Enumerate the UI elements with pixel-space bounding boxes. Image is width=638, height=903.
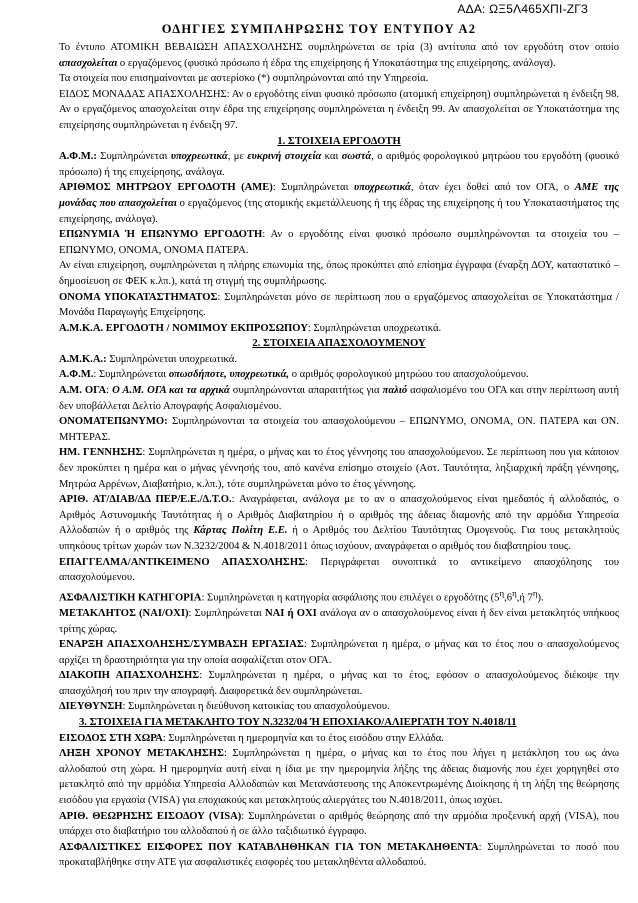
text: : Συμπληρώνεται η ημέρα, ο μήνας και το έτος, εφόσον ο απασχολούμενος διέκοψε την απασχόλησή του πριν την απογραφή. Διαφορετικά δεν συμπληρώνεται.	[59, 670, 619, 697]
text: : Αν ο εργοδότης είναι φυσικό πρόσωπο (ατομική επιχείρηση) συμπληρώνεται η ένδειξη 98. Αν ο εργαζόμενος απασχολείται στην έδρα της επιχείρησης συμπληρώνεται η ένδειξη 99. Αν απασχολείται σε Υποκατάστημα της επιχείρησης συμπληρώνεται η ένδειξη 97.	[59, 88, 620, 131]
text: υποχρεωτικά	[353, 182, 411, 194]
text: , όταν έχει δοθεί από τον ΟΓΑ, ο	[410, 182, 575, 194]
label: Α.Φ.Μ.:	[59, 151, 97, 163]
label: ΕΝΑΡΞΗ ΑΠΑΣΧΟΛΗΣΗΣ/ΣΥΜΒΑΣΗ ΕΡΓΑΣΙΑΣ	[59, 639, 304, 651]
text: Κάρτας Πολίτη Ε.Ε.	[193, 525, 288, 537]
label: ΟΝΟΜΑΤΕΠΩΝΥΜΟ:	[59, 416, 168, 428]
intro-paragraph	[59, 40, 619, 71]
document-body	[59, 40, 619, 871]
employee-amka	[59, 352, 619, 368]
text: ή ο Αριθμός του Δελτίου Ταυτότητας Ομογενούς. Για τους μετακλητούς υπηκόους τρίτων χωρών των Ν.3232/2004 & Ν.4018/2011 όπως ισχύουν, αναγράφεται ο αριθμός του διαβατηρίου τους.	[59, 525, 619, 552]
text: :	[106, 385, 113, 397]
text: και	[321, 151, 342, 163]
asterisk-note: Τα στοιχεία που επισημαίνονται με αστερίσκο (*) συμπληρώνονται από την Υπηρεσία.	[59, 73, 429, 85]
text: : Συμπληρώνεται η ημέρα, ο μήνας και το έτος γέννησης του απασχολούμενου. Σε περίπτωση που για κάποιον δεν προκύπτει η ημέρα και ο μήνας γέννησής του, από κανένα επίσημο στοιχείο (Αστ. Ταυτότητα, ληξιαρχική πράξη γέννησης, Μητρώα Αρρένων, Διαβατήριο, κ.λπ.), τότε συμπληρώνεται μόνο το έτος γέννησης.	[59, 447, 619, 490]
text: Το έντυπο ΑΤΟΜΙΚΗ ΒΕΒΑΙΩΣΗ ΑΠΑΣΧΟΛΗΣΗΣ συμπληρώνεται σε τρία (3) αντίτυπα από τον εργοδότη στον οποίο	[59, 42, 619, 53]
label: Α.Μ.Κ.Α.:	[59, 353, 107, 365]
section-3-title: 3. ΣΤΟΙΧΕΙΑ ΓΙΑ ΜΕΤΑΚΛΗΤΟ ΤΟΥ Ν.3232/04 Ή ΕΠΟΧΙΑΚΟ/ΑΛΙΕΡΓΑΤΗ ΤΟΥ Ν.4018/11	[79, 717, 517, 729]
label: ΑΡΙΘΜΟΣ ΜΗΤΡΩΟΥ ΕΡΓΟΔΟΤΗ (ΑΜΕ)	[59, 182, 273, 194]
text: : Αναγράφεται, ανάλογα με το αν ο απασχολούμενος είναι ημεδαπός ή αλλοδαπός, ο Αριθμός Αστυνομικής Ταυτότητας ή ο Αριθμός Διαβατηρίου ή ο αριθμός της άδειας διαμονής από την αρμόδια Υπηρεσία Αλλοδαπών ή ο αριθμός της	[59, 494, 620, 537]
text: απασχολείται	[59, 57, 118, 69]
employee-id-number	[59, 492, 619, 554]
text: : Συμπληρώνεται	[93, 369, 169, 381]
sup: η	[512, 587, 517, 598]
label: Α.Φ.Μ.	[59, 369, 94, 381]
text: : Συμπληρώνεται	[272, 182, 354, 194]
employer-amka	[59, 321, 619, 337]
text: ασφαλισμένο του ΟΓΑ και στην περίπτωση αυτή δεν υποβάλλεται Δελτίο Απογραφής Ασφαλισμένου.	[59, 385, 620, 412]
text: Συμπληρώνεται υποχρεωτικά.	[106, 353, 237, 365]
text: ΝΑΙ ή ΟΧΙ	[264, 607, 317, 619]
country-entry	[59, 731, 619, 747]
sup: η	[499, 587, 505, 598]
label: ΑΣΦΑΛΙΣΤΙΚΗ ΚΑΤΗΓΟΡΙΑ	[59, 592, 202, 604]
label: ΕΙΣΟΔΟΣ ΣΤΗ ΧΩΡΑ	[59, 732, 163, 744]
label: ΔΙΕΥΘΥΝΣΗ	[59, 701, 123, 713]
insurance-category	[59, 586, 619, 606]
employer-afm	[59, 149, 619, 180]
text: : Συμπληρώνεται η ημέρα, ο μήνας και το έτος που ο απασχολούμενος αρχίζει τη δραστηριότητα για την οποία ασφαλίζεται στον ΟΓΑ.	[59, 639, 619, 666]
text: υποχρεωτικά	[170, 151, 228, 163]
text: Συμπληρώνεται	[96, 151, 171, 163]
label: ΕΠΩΝΥΜΙΑ Ή ΕΠΩΝΥΜΟ ΕΡΓΟΔΟΤΗ	[59, 229, 263, 241]
text: : Συμπληρώνεται ο αριθμός θεώρησης από την αρμόδια προξενική αρχή (VISA), που υπάρχει στο διαβατήριο του αλλοδαπού ή σε άλλο ταξιδιωτικό έγγραφο.	[59, 810, 619, 838]
section-2-title: 2. ΣΤΟΙΧΕΙΑ ΑΠΑΣΧΟΛΟΥΜΕΝΟΥ	[252, 338, 426, 350]
text: : Συμπληρώνεται η ημέρα, ο μήνας και το έτος που λήγει η μετάκληση του ως άνω αλλοδαπού στη χώρα. Η ημερομηνία αυτή είναι η ίδια με την ημερομηνία λήξης της άδειας διαμονής που έχει χορηγηθεί στο μετακλητό από την αρμόδια Υπηρεσία Αλλοδαπών και Μετανάστευσης της Αποκεντρωμένης Διοίκησης ή τη λήξη της θεώρησης εισόδου για εργασία (VISA) για εποχιακούς και μετακλητούς αλιεργάτες του Ν.4018/2011, όπως ισχύει.	[59, 748, 620, 807]
invited-worker	[59, 606, 619, 637]
text: , ο αριθμός φορολογικού μητρώου του εργοδότη (φυσικό πρόσωπο) ή της επιχείρησης, ανάλογα.	[59, 151, 619, 178]
employee-afm	[59, 367, 619, 383]
text: συμπληρώνονται απαραιτήτως για	[229, 385, 383, 397]
document-title: ΟΔΗΓΙΕΣ ΣΥΜΠΛΗΡΩΣΗΣ ΤΟΥ ΕΝΤΥΠΟΥ Α2	[161, 22, 477, 36]
branch-name	[59, 290, 619, 321]
text: Ο Α.Μ. ΟΓΑ και τα αρχικά	[112, 385, 230, 397]
text: : Αν ο εργοδότης είναι φυσικό πρόσωπο συμπληρώνονται τα στοιχεία του – ΕΠΩΝΥΜΟ, ΟΝΟΜΑ, ΟΝΟΜΑ ΠΑΤΕΡΑ.	[59, 229, 619, 256]
employee-address	[59, 699, 619, 715]
text: ,6	[504, 592, 513, 604]
text: ο εργαζόμενος (φυσικό πρόσωπο ή έδρα της επιχείρησης ή Υποκατάστημα της επιχείρησης, ανάλογα).	[117, 57, 556, 69]
text: : Συμπληρώνεται η διεύθυνση κατοικίας του απασχολούμενου.	[122, 701, 390, 713]
label: ΑΡΙΘ. ΘΕΩΡΗΣΗΣ ΕΙΣΟΔΟΥ (VISA)	[59, 810, 242, 822]
invitation-end	[59, 746, 619, 808]
section-1-title: 1. ΣΤΟΙΧΕΙΑ ΕΡΓΟΔΟΤΗ	[277, 135, 401, 147]
text: ,ή 7	[516, 592, 533, 604]
employee-oga	[59, 383, 619, 414]
label: ΕΠΑΓΓΕΛΜΑ/ΑΝΤΙΚΕΙΜΕΝΟ ΑΠΑΣΧΟΛΗΣΗΣ	[59, 556, 306, 568]
label: ΛΗΞΗ ΧΡΟΝΟΥ ΜΕΤΑΚΛΗΣΗΣ	[59, 748, 224, 760]
text: σωστά	[341, 151, 372, 163]
label: ΕΙΔΟΣ ΜΟΝΑΔΑΣ ΑΠΑΣΧΟΛΗΣΗΣ	[59, 88, 227, 100]
text: ).	[537, 592, 544, 604]
label: ΔΙΑΚΟΠΗ ΑΠΑΣΧΟΛΗΣΗΣ	[59, 670, 200, 682]
label: ΟΝΟΜΑ ΥΠΟΚΑΤΑΣΤΗΜΑΤΟΣ	[59, 291, 218, 303]
text: Συμπληρώνονται τα στοιχεία του απασχολούμενου – ΕΠΩΝΥΜΟ, ΟΝΟΜΑ, ΟΝ. ΠΑΤΕΡΑ και ΟΝ. ΜΗΤΕΡΑΣ.	[59, 416, 619, 443]
employee-birthdate	[59, 445, 619, 492]
label: ΗΜ. ΓΕΝΝΗΣΗΣ	[59, 447, 143, 459]
text: : Συμπληρώνεται	[188, 607, 265, 619]
employee-occupation	[59, 555, 619, 586]
sup: η	[532, 587, 538, 598]
text: παλιό	[382, 385, 408, 397]
label: Α.Μ. ΟΓΑ	[59, 385, 107, 397]
label: ΜΕΤΑΚΛΗΤΟΣ (ΝΑΙ/ΟΧΙ)	[59, 607, 189, 619]
ada-code: ΑΔΑ: ΩΞ5Λ465ΧΠΙ-ΖΓ3	[457, 2, 588, 16]
text: , με	[227, 151, 248, 163]
text: : Συμπληρώνεται η κατηγορία ασφάλισης που επιλέγει ο εργοδότης (5	[201, 592, 500, 604]
employer-name	[59, 227, 619, 258]
text: ΑΜΕ της μονάδας που απασχολείται	[59, 182, 619, 209]
label: ΑΡΙΘ. ΑΤ/ΔΙΑΒ/ΔΔ ΠΕΡ/Ε.Ε./Δ.Τ.Ο.	[59, 494, 232, 506]
employment-start	[59, 637, 619, 668]
text: ο εργαζόμενος (της ατομικής εκμετάλλευσης ή της έδρας της επιχείρησης ή του Υποκαταστήματος της επιχείρησης, ανάλογα).	[59, 197, 619, 225]
employer-ame	[59, 180, 619, 227]
text: : Συμπληρώνεται η ημερομηνία και το έτος εισόδου στην Ελλάδα.	[162, 732, 444, 744]
label: ΑΣΦΑΛΙΣΤΙΚΕΣ ΕΙΣΦΟΡΕΣ ΠΟΥ ΚΑΤΑΒΛΗΘΗΚΑΝ ΓΙΑ ΤΟΝ ΜΕΤΑΚΛΗΘΕΝΤΑ	[59, 841, 479, 853]
visa-number	[59, 809, 619, 840]
employment-stop	[59, 668, 619, 699]
text: : Περιγράφεται συνοπτικά το αντικείμενο απασχόλησης του απασχολούμενου.	[59, 556, 619, 584]
text: : Συμπληρώνεται υποχρεωτικά.	[307, 322, 442, 334]
text: οπωσδήποτε, υποχρεωτικά,	[168, 369, 290, 381]
employer-name-company: Αν είναι επιχείρηση, συμπληρώνεται η πλήρης επωνυμία της, όπως προκύπτει από επίσημα έγγραφα (έναρξη ΔΟΥ, καταστατικό – δημοσίευση σε ΦΕΚ κ.λπ.), κατά τη στιγμή της συμπλήρωσης.	[59, 260, 619, 287]
text: : Συμπληρώνεται μόνο σε περίπτωση που ο εργαζόμενος απασχολείται σε Υποκατάστημα / Μονάδα Παραγωγής Επιχείρησης.	[59, 291, 619, 319]
employee-fullname	[59, 414, 619, 445]
unit-type-paragraph	[59, 87, 619, 134]
text: ο αριθμός φορολογικού μητρώου του απασχολούμενου.	[289, 369, 529, 381]
label: Α.Μ.Κ.Α. ΕΡΓΟΔΟΤΗ / ΝΟΜΙΜΟΥ ΕΚΠΡΟΣΩΠΟΥ	[59, 322, 308, 334]
text: ανάλογα αν ο απασχολούμενος είναι ή δεν είναι μετακλητός υπήκοος τρίτης χώρας.	[59, 607, 620, 635]
text: ευκρινή στοιχεία	[247, 151, 322, 163]
text: : Συμπληρώνεται το ποσό που προκαταβλήθηκε στην ΑΤΕ για ασφαλιστικές εισφορές του μετακληθέντα αλλοδαπού.	[59, 841, 619, 869]
insurance-contributions	[59, 840, 619, 871]
